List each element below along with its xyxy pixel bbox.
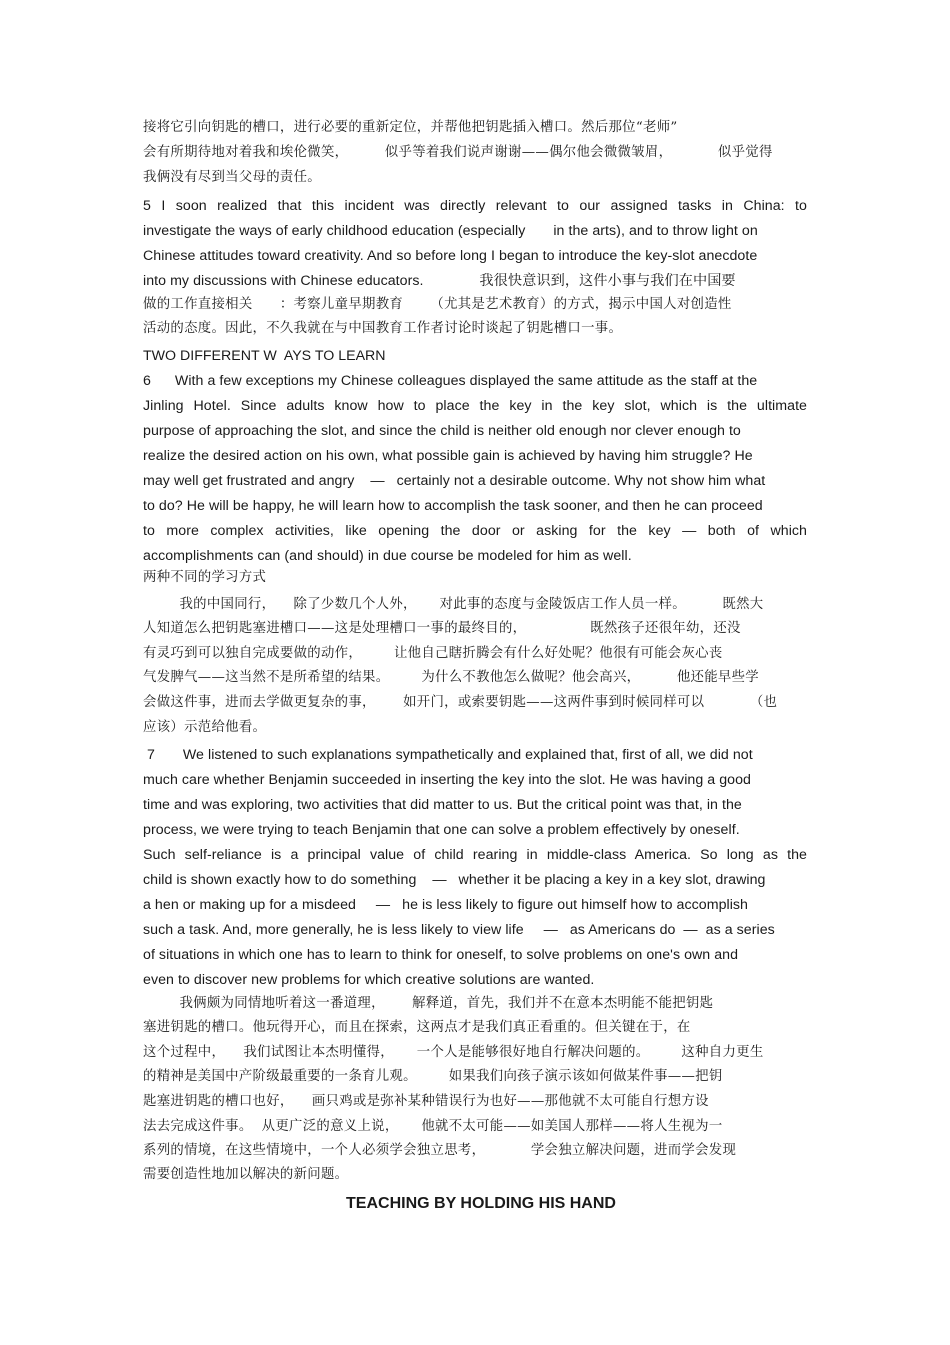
paragraph-6-line: to do? He will be happy, he will learn how to accomplish the task sooner, and then he can proceed [143, 498, 763, 514]
text-line: 会有所期待地对着我和埃伦微笑， 似乎等着我们说声谢谢——偶尔他会微微皱眉， 似乎觉得 [143, 145, 773, 160]
paragraph-5-line: investigate the ways of early childhood education (especially in the arts), and to throw light on [143, 223, 758, 239]
text-line: 活动的态度。因此，不久我就在与中国教育工作者讨论时谈起了钥匙槽口一事。 [143, 321, 623, 336]
text-line: 的精神是美国中产阶级最重要的一条育儿观。 如果我们向孩子演示该如何做某件事——把钥 [143, 1069, 723, 1084]
text-line: 我俩颇为同情地听着这一番道理， 解释道，首先，我们并不在意本杰明能不能把钥匙 [143, 996, 714, 1011]
text-line: 塞进钥匙的槽口。他玩得开心，而且在探索，这两点才是我们真正看重的。但关键在于，在 [143, 1020, 691, 1035]
paragraph-5-line: into my discussions with Chinese educators. 我很快意识到，这件小事与我们在中国要 [143, 273, 736, 289]
paragraph-6-line: may well get frustrated and angry — certainly not a desirable outcome. Why not show him what [143, 473, 766, 489]
text-line: 需要创造性地加以解决的新问题。 [143, 1167, 349, 1182]
text-line: 气发脾气——这当然不是所希望的结果。 为什么不教他怎么做呢？他会高兴， 他还能早些学 [143, 670, 759, 685]
paragraph-7-line: 7 We listened to such explanations sympathetically and explained that, first of all, we did not [143, 747, 753, 763]
paragraph-7-line: even to discover new problems for which creative solutions are wanted. [143, 972, 595, 988]
text-line: 人知道怎么把钥匙塞进槽口——这是处理槽口一事的最终目的， 既然孩子还很年幼，还没 [143, 621, 741, 636]
paragraph-6-line: 6 With a few exceptions my Chinese colleagues displayed the same attitude as the staff at the [143, 373, 758, 389]
text-line: 会做这件事，进而去学做更复杂的事， 如开门，或索要钥匙——这两件事到时候同样可以 （也 [143, 695, 778, 710]
paragraph-7-line: of situations in which one has to learn to think for oneself, to solve problems on one's own and [143, 947, 739, 963]
paragraph-7-line: process, we were trying to teach Benjamin that one can solve a problem effectively by oneself. [143, 822, 740, 838]
paragraph-5-line: 5 I soon realized that this incident was directly relevant to our assigned tasks in China: to [143, 198, 807, 214]
paragraph-7-line: such a task. And, more generally, he is less likely to view life — as Americans do — as a series [143, 922, 775, 938]
text-line: 系列的情境，在这些情境中，一个人必须学会独立思考， 学会独立解决问题，进而学会发现 [143, 1143, 737, 1158]
text-line: 我的中国同行， 除了少数几个人外， 对此事的态度与金陵饭店工作人员一样。 既然大 [143, 597, 764, 612]
paragraph-7-line: a hen or making up for a misdeed — he is less likely to figure out himself how to accomplish [143, 897, 748, 913]
section-title: TEACHING BY HOLDING HIS HAND [346, 1195, 616, 1212]
text-line: 匙塞进钥匙的槽口也好， 画只鸡或是弥补某种错误行为也好——那他就不太可能自行想方设 [143, 1094, 709, 1109]
paragraph-7-line: child is shown exactly how to do something — whether it be placing a key in a key slot, drawing [143, 872, 766, 888]
paragraph-7-line: Such self-reliance is a principal value of child rearing in middle-class America. So long as the [143, 847, 807, 863]
text-line: 我俩没有尽到当父母的责任。 [143, 170, 321, 185]
section-heading: TWO DIFFERENT W AYS TO LEARN [143, 348, 386, 364]
text-line: 做的工作直接相关 ：考察儿童早期教育 （尤其是艺术教育）的方式，揭示中国人对创造性 [143, 297, 732, 312]
paragraph-6-line: accomplishments can (and should) in due course be modeled for him as well. [143, 548, 632, 564]
text-line: 接将它引向钥匙的槽口，进行必要的重新定位，并帮他把钥匙插入槽口。然后那位“老师” [143, 120, 678, 135]
text-line: 法去完成这件事。 从更广泛的意义上说， 他就不太可能——如美国人那样——将人生视为一 [143, 1119, 723, 1134]
paragraph-6-line: purpose of approaching the slot, and since the child is neither old enough nor clever enough to [143, 423, 741, 439]
text-line: 这个过程中， 我们试图让本杰明懂得， 一个人是能够很好地自行解决问题的。 这种自力更生 [143, 1045, 764, 1060]
text-line: 有灵巧到可以独自完成要做的动作， 让他自己瞎折腾会有什么好处呢？他很有可能会灰心丧 [143, 646, 723, 661]
paragraph-6-line: Jinling Hotel. Since adults know how to place the key in the key slot, which is the ultimate [143, 398, 807, 414]
paragraph-6-line: to more complex activities, like opening the door or asking for the key — both of which [143, 523, 807, 539]
paragraph-5-line: Chinese attitudes toward creativity. And so before long I began to introduce the key-slot anecdote [143, 248, 758, 264]
paragraph-7-line: time and was exploring, two activities that did matter to us. But the critical point was that, in the [143, 797, 742, 813]
paragraph-6-line: realize the desired action on his own, what possible gain is achieved by having him struggle? He [143, 448, 753, 464]
section-heading-zh: 两种不同的学习方式 [143, 570, 267, 585]
paragraph-7-line: much care whether Benjamin succeeded in inserting the key into the slot. He was having a good [143, 772, 751, 788]
text-line: 应该）示范给他看。 [143, 720, 267, 735]
